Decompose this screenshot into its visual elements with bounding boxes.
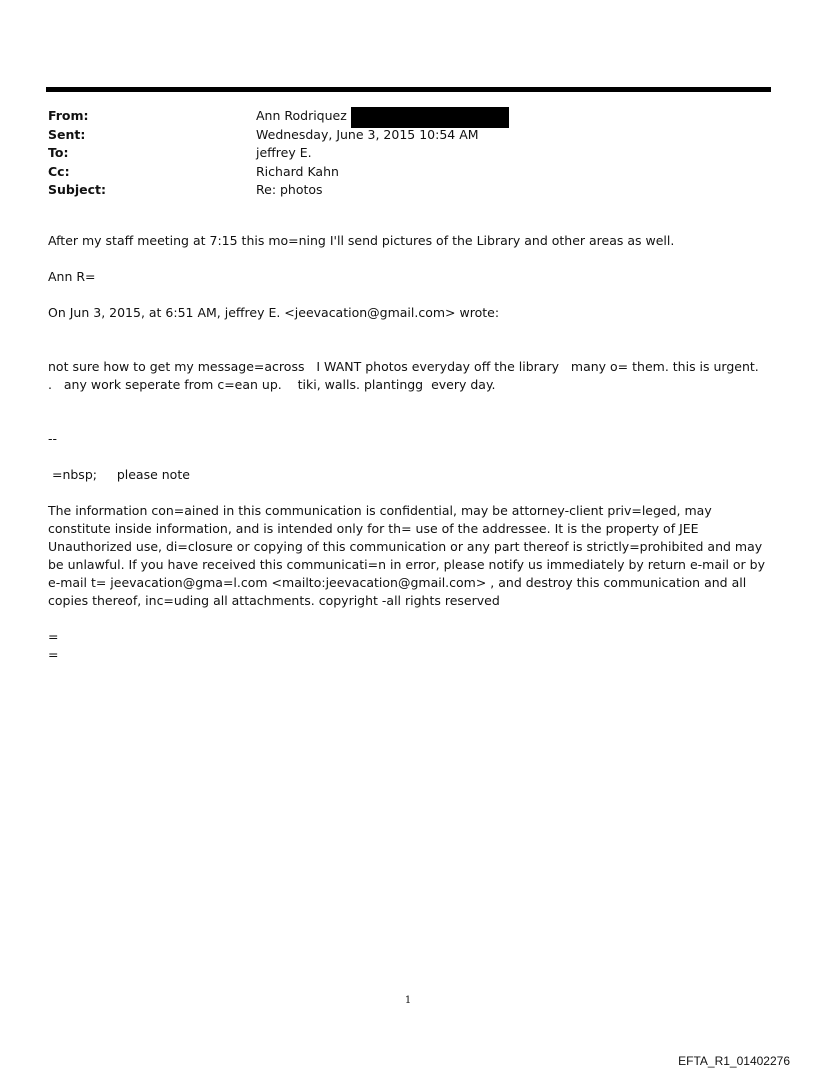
subject-value: Re: photos bbox=[256, 182, 323, 197]
from-value-wrap bbox=[256, 107, 509, 126]
trailing-equals-1: = bbox=[48, 629, 59, 644]
nbsp-note-line: =nbsp; please note bbox=[48, 467, 190, 482]
quoted-message: not sure how to get my message=across I WANT photos everyday off the library many o= them. this is urgent. . any work seperate from c=ean up. tiki, walls. plantingg every day. bbox=[48, 359, 779, 392]
to-label: To: bbox=[48, 145, 69, 160]
sent-label: Sent: bbox=[48, 126, 86, 142]
sent-value: Wednesday, June 3, 2015 10:54 AM bbox=[256, 126, 479, 142]
confidentiality-disclaimer: The information con=ained in this communication is confidential, may be attorney-client priv=leged, may constitute inside information, and is intended only for th= use of the addressee. It is the property of JEE Unauthorized use, di=closure or copying of this communication or any part thereof is strictly=prohibited and may be unlawful. If you have received this communicati=n in error, please notify us immediately by return e-mail or by e-mail t= jeevacation@gma=l.com <mailto:jeevacation@gmail.com> , and destroy this communication and all copies thereof, inc=uding all attachments. copyright -all rights reserved bbox=[48, 503, 766, 608]
trailing-equals-2: = bbox=[48, 647, 59, 662]
from-value: Ann Rodriquez bbox=[256, 108, 347, 123]
signoff: Ann R= bbox=[48, 269, 96, 284]
body-line-1: After my staff meeting at 7:15 this mo=ning I'll send pictures of the Library and other areas as well. bbox=[48, 233, 675, 248]
sent-row bbox=[48, 126, 748, 145]
from-row bbox=[48, 107, 748, 126]
email-body bbox=[48, 232, 778, 664]
top-rule bbox=[46, 87, 771, 92]
subject-label: Subject: bbox=[48, 182, 106, 197]
signature-separator: -- bbox=[48, 431, 58, 446]
from-label: From: bbox=[48, 108, 89, 123]
cc-label: Cc: bbox=[48, 163, 70, 179]
subject-row bbox=[48, 181, 748, 200]
to-row bbox=[48, 144, 748, 163]
document-id: EFTA_R1_01402276 bbox=[678, 1054, 790, 1068]
page-number: 1 bbox=[404, 995, 412, 1006]
email-header bbox=[48, 107, 748, 200]
cc-value: Richard Kahn bbox=[256, 163, 339, 179]
to-value: jeffrey E. bbox=[256, 145, 312, 160]
cc-row bbox=[48, 163, 748, 182]
quote-intro: On Jun 3, 2015, at 6:51 AM, jeffrey E. <jeevacation@gmail.com> wrote: bbox=[48, 305, 500, 320]
